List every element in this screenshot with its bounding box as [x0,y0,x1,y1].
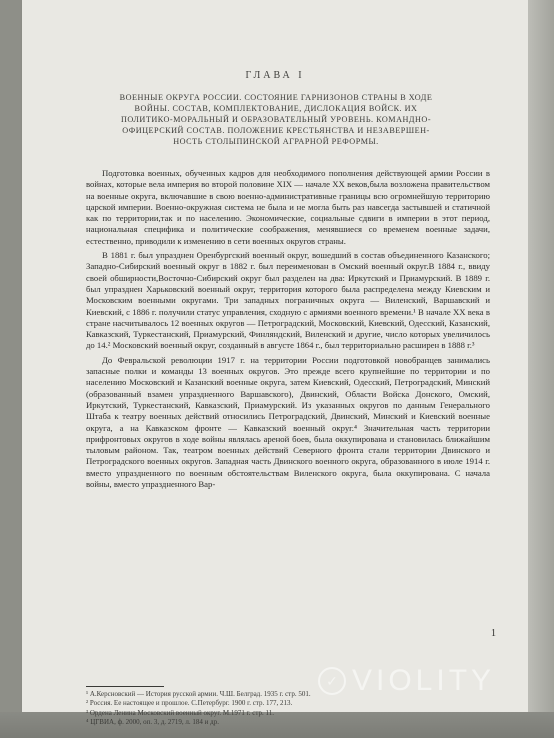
heading-line: ПОЛИТИКО-МОРАЛЬНЫЙ И ОБРАЗОВАТЕЛЬНЫЙ УРОВЕНЬ. КОМАНДНО- [120,115,432,124]
violity-logo-icon: ✓ [318,667,346,695]
chapter-label: ГЛАВА I [245,70,305,81]
heading-line: ВОЙНЫ. СОСТАВ, КОМПЛЕКТОВАНИЕ, ДИСЛОКАЦИЯ ВОЙСК. ИХ [134,104,418,113]
footnote-divider [86,686,164,687]
page-stack-edge [528,0,554,712]
paragraph: До Февральской революции 1917 г. на территории России подготовкой новобранцев занимались запасные полки и команды 13 военных округов. Это прежде всего крупнейшие по территории и по населению Московский и Казанский военные округа, затем Киевский, Одесский, Петроградский, Минский (образованный взамен упраздненного Варшавского), Двинский, Области Войска Донского, Омский, Иркутский, Туркестанский, Кавказский, Приамурский. Из указанных округов по данным Генерального Штаба к театру военных действий относились Петроградский, Двинский, Минский и Киевский военные округа, а на Кавказском фронте — Кавказский военный округ.⁴ Значительная часть территории прифронтовых округов в ходе войны являлась ареной боев, была оккупирована и становилась ближайшим тыловым районом. Так, театром военных действий Северного фронта стали территории Двинского и Петроградского военных округов. Западная часть Двинского военного округа, образованного в июле 1914 г. вместо упраздненного по военным обстоятельствам Виленского округа, была оккупирована. С начала войны, вместо упраздненного Вар- [86,354,490,490]
book-page [22,0,528,712]
footnote: ⁴ ЦГВИА, ф. 2000, оп. 3, д. 2719, л. 184 и др. [86,717,219,726]
paragraph: В 1881 г. был упразднен Оренбургский военный округ, вошедший в состав объединенного Казанского; Западно-Сибирский военный округ в 1882 г. был переименован в Омский военный округ.В 1884 г., ввиду своей обширности,Восточно-Сибирский округ был разделен на два: Иркутский и Приамурский. В 1889 г. был упразднен Харьковский военный округ, территория которого была распределена между Киевским и Московским военными округами. Три западных пограничных округа — Виленский, Варшавский и Киевский, с 1886 г. получили статус управления, сходную с армиями военного времени.¹ В начале XX века в стране насчитывалось 12 военных округов — Петроградский, Московский, Киевский, Одесский, Казанский, Кавказский, Туркестанский, Приамурский, Финляндский, Виленский и другие, число которых увеличилось до 14.² Московский военный округ, созданный в августе 1864 г., был территориально расширен в 1888 г.³ [86,250,490,351]
watermark [318,664,495,698]
page-number: 1 [491,628,496,639]
chapter-heading [84,92,468,147]
heading-line: ОФИЦЕРСКИЙ СОСТАВ. ПОЛОЖЕНИЕ КРЕСТЬЯНСТВА И НЕЗАВЕРШЕН- [122,126,430,135]
footnote: ² Россия. Ее настоящее и прошлое. С.Петербург. 1900 г. стр. 177, 213. [86,699,293,708]
footnote: ³ Ордена Ленина Московский военный округ. М.1971 г. стр. 11. [86,708,274,717]
footnote: ¹ А.Керсновский — История русской армии. Ч.Ш. Белград. 1935 г. стр. 501. [86,690,311,698]
body-text [86,168,490,491]
watermark-text: VIOLITY [352,664,496,697]
heading-line: НОСТЬ СТОЛЫПИНСКОЙ АГРАРНОЙ РЕФОРМЫ. [173,137,379,146]
paragraph: Подготовка военных, обученных кадров для необходимого пополнения действующей армии России в войнах, которые вела империя во второй половине XIX — начале XX веков,была возложена правительством на военные округа, включавшие в свою военно-административные границы всю огромнейшую территорию царской империи. Военно-окружная система не была и не могла быть раз навсегда застывшей и статичной как по территории,так и по населению. Экономические, социальные сдвиги в империи в этот период, национальная специфика и политические соображения, менявшиеся со временем военные задачи, естественно, приводили к изменению в сети военных округов страны. [86,168,490,246]
heading-line: ВОЕННЫЕ ОКРУГА РОССИИ. СОСТОЯНИЕ ГАРНИЗОНОВ СТРАНЫ В ХОДЕ [119,93,433,102]
